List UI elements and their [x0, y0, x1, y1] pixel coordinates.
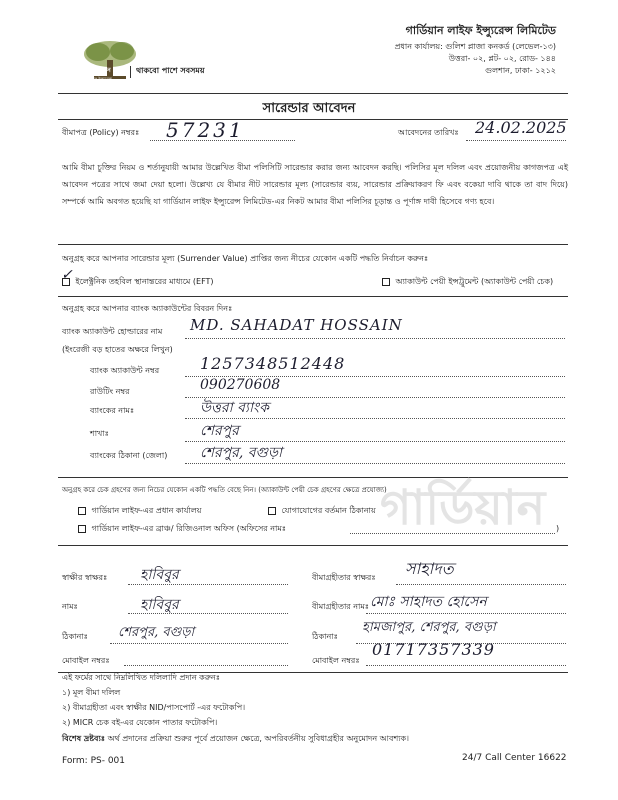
- current-address-label: যোগাযোগের বর্তমান ঠিকানায়: [281, 506, 376, 515]
- payment-instruction: অনুগ্রহ করে আপনার সারেন্ডার মূল্য (Surrender Value) প্রাপ্তির জন্য নীচের যেকোন একটি পদ্ধতি নির্বাচন করুনঃ: [62, 254, 429, 263]
- doc-item: ১) মূল বীমা দলিল: [62, 688, 121, 697]
- witness-mobile-label: মোবাইল নম্বরঃ: [62, 656, 110, 665]
- logo-divider: [130, 66, 131, 78]
- insured-name-line: [366, 613, 566, 614]
- witness-name-label: নামঃ: [62, 602, 78, 611]
- bank-name-value: উত্তরা ব্যাংক: [200, 400, 269, 416]
- insured-name-value: মোঃ সাহাদত হোসেন: [370, 594, 487, 610]
- doc-item: ২) বীমাগ্রহীতা এবং স্বাক্ষীর NID/পাসপোর্ট -এর ফটোকপি।: [62, 703, 246, 712]
- eft-label: ইলেক্ট্রনিক তহবিল স্থানান্তরের মাধ্যমে (EFT): [75, 277, 214, 286]
- insured-address-label: ঠিকানাঃ: [312, 632, 338, 641]
- account-label: ব্যাংক অ্যাকাউন্ট নম্বর: [90, 366, 160, 375]
- watermark: গার্ডিয়ান: [380, 480, 546, 536]
- witness-sign-label: স্বাক্ষীর স্বাক্ষরঃ: [62, 573, 108, 582]
- holder-label: ব্যাংক অ্যাকাউন্ট হোল্ডারের নাম: [62, 327, 163, 336]
- routing-label: রাউটিং নম্বর: [90, 387, 130, 396]
- date-label: আবেদনের তারিখঃ: [398, 128, 459, 137]
- company-address-3: গুলশান, ঢাকা- ১২১২: [485, 66, 556, 75]
- current-address-checkbox[interactable]: [268, 507, 276, 515]
- insured-sign-value: সাহাদত: [405, 559, 454, 578]
- logo-text: গার্ডিয়ান: [90, 67, 111, 74]
- witness-name-line: [128, 613, 288, 614]
- date-line: [466, 140, 566, 141]
- call-center: 24/7 Call Center 16622: [462, 753, 567, 763]
- declaration-rule: [58, 244, 568, 245]
- bank-name-label: ব্যাংকের নামঃ: [90, 406, 135, 415]
- insured-address-value: হামজাপুর, শেরপুর, বগুড়া: [362, 620, 496, 635]
- insured-mobile-line: [366, 665, 566, 666]
- company-address-1: প্রধান কার্যালয়: গুলিশ প্লাজা কনকর্ড (লেভেল-১৩): [394, 42, 556, 51]
- witness-sign-value: হাবিবুর: [140, 567, 179, 583]
- special-note-text: অর্থ প্রদানের প্রক্রিয়া শুরুর পূর্বে প্রয়োজন ক্ষেত্রে, অপরিবর্তনীয় সুবিধাগ্রহীর অনুমোদন আবশ্যক।: [107, 734, 409, 743]
- bank-address-value: শেরপুর, বগুড়া: [200, 445, 283, 461]
- account-value: 1257348512448: [200, 354, 346, 373]
- branch-office-label: গার্ডিয়ান লাইফ-এর ব্রাঞ্চ/ রিজিওনাল অফিস (অফিসের নামঃ: [91, 524, 287, 533]
- routing-value: 090270608: [200, 377, 281, 393]
- company-address-2: উত্তরা- ০২, প্লট- ০২, রোড- ১৪৪: [448, 54, 556, 63]
- eft-checkbox[interactable]: [61, 266, 73, 286]
- policy-number: 57231: [166, 118, 245, 142]
- docs-intro: এই ফর্মের সাথে নিম্নলিখিত দলিলাদি প্রদান করুনঃ: [62, 673, 220, 682]
- cheque-label: অ্যাকাউন্ট পেয়ী ইন্সট্রুমেন্ট (অ্যাকাউন্ট পেয়ী চেক): [395, 277, 554, 286]
- branch-office-line: [350, 533, 555, 534]
- bank-intro: অনুগ্রহ করে আপনার ব্যাংক অ্যাকাউন্টের বিবরন দিনঃ: [62, 304, 233, 313]
- bank-address-line: [185, 463, 565, 464]
- witness-address-label: ঠিকানাঃ: [62, 632, 88, 641]
- insured-sign-line: [396, 584, 566, 585]
- branch-office-checkbox[interactable]: [78, 525, 86, 533]
- cheque-opt-branch[interactable]: [78, 524, 286, 534]
- eft-option[interactable]: [61, 266, 214, 287]
- branch-office-close: ): [556, 524, 560, 533]
- holder-label-note: (ইংরেজী বড় হাতের অক্ষরে লিখুন): [62, 345, 173, 354]
- title-top-rule: [58, 93, 568, 94]
- company-tagline: থাকবো পাশে সবসময়: [136, 66, 205, 75]
- cheque-checkbox[interactable]: [382, 278, 390, 286]
- cheque-option[interactable]: [382, 277, 553, 287]
- special-note-label: বিশেষ দ্রষ্টব্যঃ: [62, 734, 106, 743]
- cheque-opt-current-address[interactable]: [268, 506, 376, 516]
- head-office-label: গার্ডিয়ান লাইফ-এর প্রধান কার্যালয়: [91, 506, 202, 515]
- payment-rule: [58, 296, 568, 297]
- cheque-rule: [58, 545, 568, 546]
- date-value: 24.02.2025: [475, 118, 567, 137]
- head-office-checkbox[interactable]: [78, 507, 86, 515]
- bank-address-label: ব্যাংকের ঠিকানা (জেলা): [90, 451, 168, 460]
- witness-sign-line: [128, 584, 288, 585]
- special-note: [62, 734, 409, 744]
- doc-item: ২) MICR চেক বই-এর যেকোন পাতার ফটোকপি।: [62, 718, 218, 727]
- holder-value: MD. SAHADAT HOSSAIN: [190, 316, 403, 334]
- cheque-instruction: অনুগ্রহ করে চেক গ্রহণের জন্য নিচের যেকোন একটি পদ্ধতি বেছে নিন। (অ্যাকাউন্ট পেয়ী চেক গ্রহণের ক্ষেত্রে প্রযোজ্য): [62, 486, 387, 494]
- form-title: সারেন্ডার আবেদন: [262, 101, 356, 116]
- witness-address-value: শেরপুর, বগুড়া: [118, 625, 195, 640]
- policy-label: বীমাপত্র (Policy) নম্বরঃ: [62, 128, 140, 137]
- witness-address-line: [110, 643, 288, 644]
- policy-line: [150, 140, 295, 141]
- company-logo: [80, 38, 170, 88]
- logo-subtext: লাইফ ইন্স্যুরেন্স: [88, 76, 112, 81]
- eft-checkmark: ✓: [61, 266, 73, 283]
- declaration-text: আমি বীমা চুক্তির নিয়ম ও শর্তানুযায়ী আমার উল্লেখিত বীমা পলিসিটি সারেন্ডার করার জন্য আবেদন করছি। পলিসির মূল দলিল এবং প্রয়োজনীয় কাগজপত্র এই আবেদন পত্রের সাথে জমা দেয়া হলো। উল্লেখ্য যে বীমার নীট সারেন্ডার মূল্য (সারেন্ডার ব্যয়, সারেন্ডার প্রক্রিয়াকরণ ফি এবং বকেয়া দাবি থাকে তা বাদ দিয়ে) সম্পর্কে আমি অবগত হয়েছি যা গার্ডিয়ান লাইফ ইন্স্যুরেন্স লিমিটেড-এর নিকট আমার বীমা পলিসির চূড়ান্ত ও পূর্ণাঙ্গ দাবী হিসেবে গণ্য হবে।: [62, 163, 568, 206]
- insured-sign-label: বীমাগ্রহীতার স্বাক্ষরঃ: [312, 573, 376, 582]
- branch-value: শেরপুর: [200, 423, 239, 439]
- form-code: Form: PS- 001: [62, 756, 125, 766]
- insured-name-label: বীমাগ্রহীতার নামঃ: [312, 602, 370, 611]
- branch-label: শাখাঃ: [90, 429, 109, 438]
- cheque-opt-head-office[interactable]: [78, 506, 201, 516]
- company-name: গার্ডিয়ান লাইফ ইন্স্যুরেন্স লিমিটেড: [405, 24, 556, 37]
- holder-line: [185, 338, 565, 339]
- witness-name-value: হাবিবুর: [140, 597, 179, 613]
- bank-name-line: [185, 418, 565, 419]
- witness-mobile-line: [124, 665, 288, 666]
- insured-mobile-value: 01717357339: [372, 640, 495, 659]
- insured-mobile-label: মোবাইল নম্বরঃ: [312, 656, 360, 665]
